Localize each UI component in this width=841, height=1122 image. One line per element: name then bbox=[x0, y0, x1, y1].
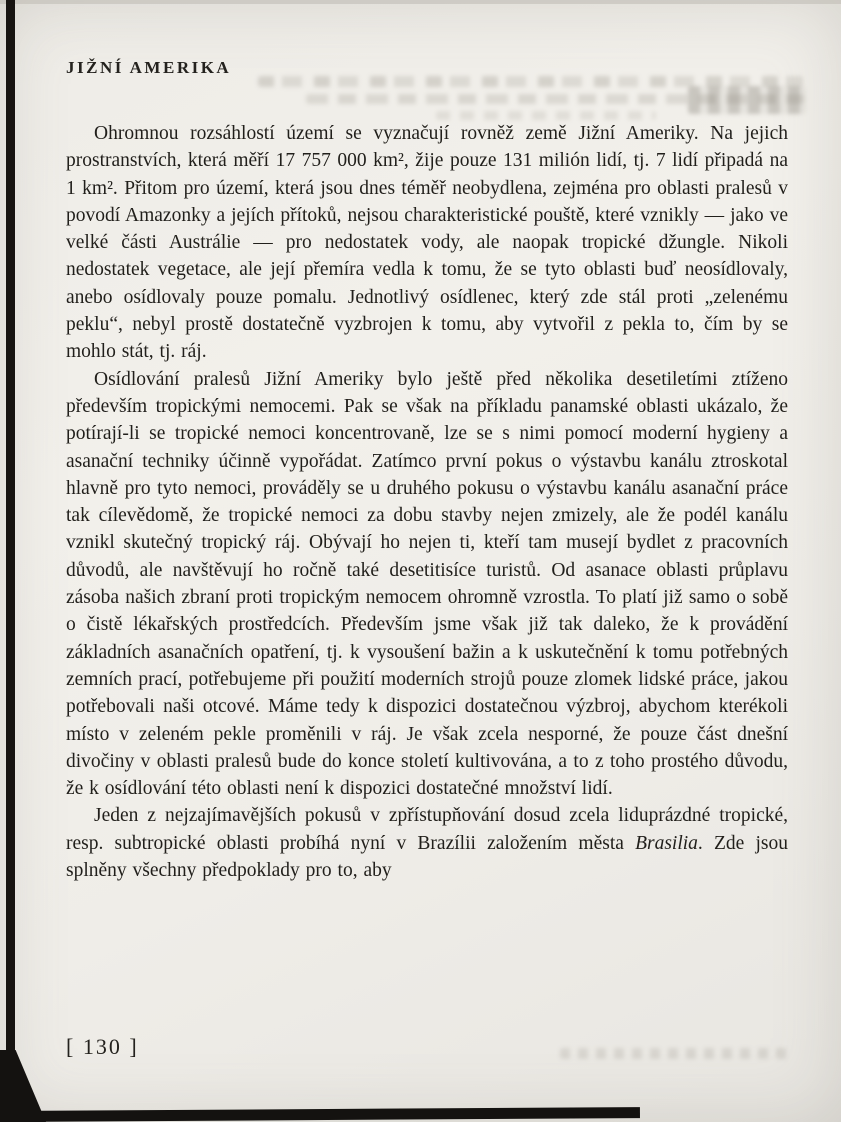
paragraph-3 bbox=[66, 802, 788, 884]
scan-corner-bottom-left bbox=[0, 1050, 46, 1122]
scan-edge-bottom bbox=[0, 1107, 640, 1122]
paragraph-3-italic-title: Brasilia bbox=[635, 832, 698, 854]
bleedthrough-smudge bbox=[560, 1048, 792, 1059]
scan-edge-left bbox=[6, 0, 15, 1122]
paragraph-2: Osídlování pralesů Jižní Ameriky bylo ještě před několika desetiletími ztíženo především tropickými nemocemi. Pak se však na příkladu panamské oblasti ukázalo, že potírají-li se tropické nemoci koncentrovaně, lze se s nimi pomocí moderní hygieny a asanační techniky účinně vypořádat. Zatímco první pokus o výstavbu kanálu ztroskotal hlavně pro tyto nemoci, prováděly se u druhého pokusu o výstavbu kanálu asanační práce tak cílevědomě, že tropické nemoci za dobu stavby nejen zmizely, ale že podél kanálu vznikl skutečný tropický ráj. Obývají ho nejen ti, kteří tam musejí bydlet z pracovních důvodů, ale navštěvují ho ročně také desetitisíce turistů. Od asanace oblasti průplavu zásoba našich zbraní proti tropickým nemocem ohromně vzrostla. To platí již samo o sobě o čistě lékařských prostředcích. Především jsme však již tak daleko, že k provádění základních asanačních opatření, tj. k vysoušení bažin a k uskutečnění k tomu potřebných zemních prací, potřebujeme při použití moderních strojů pouze zlomek lidské práce, jakou potřebovali naši otcové. Máme tedy k dispozici dostatečnou výzbroj, abychom kterékoli místo v zeleném pekle proměnili v ráj. Je však zcela nesporné, že pouze část dnešní divočiny v oblasti pralesů bude do konce století kultivována, a to z toho prostého důvodu, že k osídlování této oblasti není k dispozici dostatečné množství lidí. bbox=[66, 368, 788, 800]
paragraph-3-text-continued: . Zde jsou splněny všechny předpoklady pro to, aby bbox=[66, 832, 788, 882]
paragraph-3-text: Jeden z nejzajímavějších pokusů v zpřístupňování dosud zcela liduprázdné tropické, resp. subtropické oblasti probíhá nyní v Brazílii založením města bbox=[66, 805, 788, 854]
page-number: [ 130 ] bbox=[66, 1034, 139, 1059]
paragraph-1: Ohromnou rozsáhlostí území se vyznačují rovněž země Jižní Ameriky. Na jejich prostranstvích, která měří 17 757 000 km², žije pouze 131 milión lidí, tj. 7 lidí připadá na 1 km². Přitom pro území, která jsou dnes téměř neobydlena, zejména pro oblasti pralesů v povodí Amazonky a jejích přítoků, nejsou charakteristické pouště, které vznikly — jako ve velké části Austrálie — pro nedostatek vody, ale naopak tropické džungle. Nikoli nedostatek vegetace, ale její přemíra vedla k tomu, že se tyto oblasti buď neosídlovaly, anebo osídlovaly pouze pomalu. Jednotlivý osídlenec, který zde stál proti „zelenému peklu“, nebyl prostě dostatečně vyzbrojen k tomu, aby vytvořil z pekla to, čím by se mohlo stát, tj. ráj. bbox=[66, 123, 788, 363]
scan-edge-top bbox=[0, 0, 841, 4]
running-head: JIŽNÍ AMERIKA bbox=[66, 58, 232, 77]
body-text bbox=[66, 120, 788, 884]
page-content bbox=[66, 58, 788, 884]
